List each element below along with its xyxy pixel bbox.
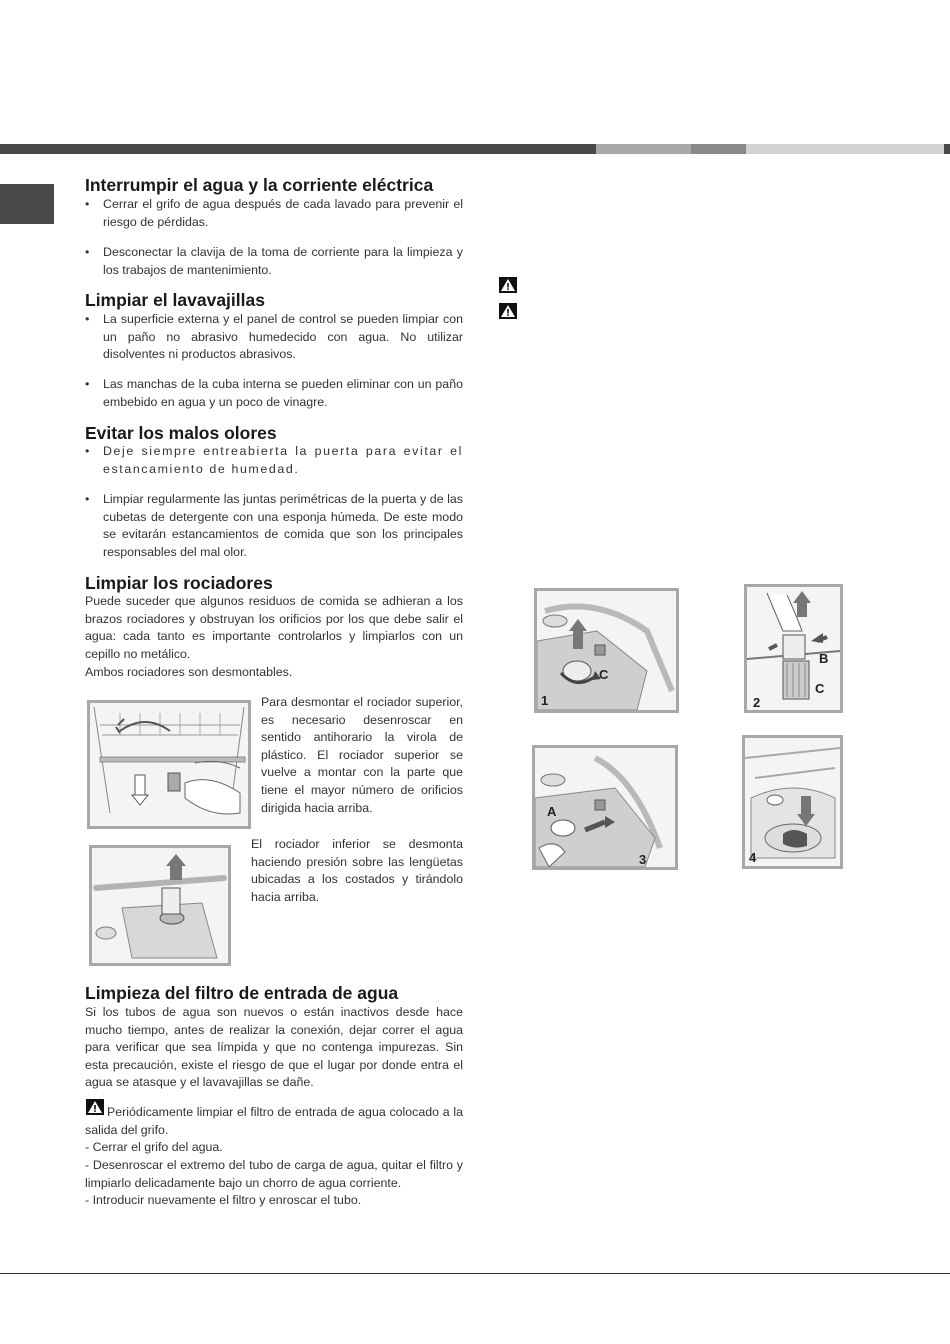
figure-2-letter-c: C bbox=[815, 681, 825, 696]
header-color-bar bbox=[0, 144, 950, 154]
figure-3-number: 3 bbox=[639, 852, 647, 867]
heading-clean: Limpiar el lavavajillas bbox=[85, 290, 265, 310]
heading-filter: Limpieza del filtro de entrada de agua bbox=[85, 983, 399, 1003]
heading-water-power: Interrumpir el agua y la corriente eléctrica bbox=[85, 175, 434, 195]
figure-4-illustration bbox=[742, 735, 843, 869]
figure-1-letter: C bbox=[599, 667, 609, 682]
filter-intro: Si los tubos de agua son nuevos o están inactivos desde hace mucho tiempo, antes de realizar la conexión, dejar correr el agua para verificar que sea límpida y que no contenga impurezas. Sin esta precaución, existe el riesgo de que el lugar por donde entra el agua se atasque y el lavavajillas se dañe. bbox=[85, 1005, 463, 1090]
figure-3-letter: A bbox=[547, 804, 557, 819]
list-item: • Las manchas de la cuba interna se pueden eliminar con un paño embebido en agua y un poco de vinagre. bbox=[85, 377, 463, 409]
figure-1-number: 1 bbox=[541, 693, 549, 708]
lower-sprayer-text: El rociador inferior se desmonta haciendo presión sobre las lengüetas ubicadas a los costados y tirándolo hacia arriba. bbox=[251, 837, 463, 904]
upper-sprayer-text: Para desmontar el rociador superior, es necesario desenroscar en sentido antihorario la virola de plástico. El rociador superior se vuelve a montar con la parte que tiene el mayor número de orificios dirigida hacia arriba. bbox=[261, 695, 463, 815]
footer-line bbox=[0, 1273, 950, 1274]
list-item: • La superficie externa y el panel de control se pueden limpiar con un paño no abrasivo humedecido con agua. No utilizar disolventes ni productos abrasivos. bbox=[85, 312, 463, 362]
warning-triangle-icon bbox=[499, 303, 517, 319]
list-item: • Limpiar regularmente las juntas perimétricas de la puerta y de las cubetas de detergente con una esponja húmeda. De este modo se evitarán estancamientos de comida que son los principales responsables del mal olor. bbox=[85, 492, 463, 559]
heading-odors: Evitar los malos olores bbox=[85, 423, 277, 443]
figure-1-illustration bbox=[534, 588, 679, 713]
figure-2-illustration bbox=[744, 584, 843, 713]
heading-sprayers: Limpiar los rociadores bbox=[85, 573, 273, 593]
sprayers-intro-2: Ambos rociadores son desmontables. bbox=[85, 665, 293, 679]
filter-step: - Cerrar el grifo del agua. bbox=[85, 1140, 223, 1154]
figure-4-number: 4 bbox=[749, 850, 757, 865]
lower-sprayer-illustration bbox=[89, 845, 231, 966]
filter-warning-text: Periódicamente limpiar el filtro de entrada de agua colocado a la salida del grifo. bbox=[85, 1105, 463, 1137]
list-item: • Desconectar la clavija de la toma de corriente para la limpieza y los trabajos de mantenimiento. bbox=[85, 245, 463, 277]
figure-2-letter-b: B bbox=[819, 651, 829, 666]
upper-sprayer-illustration bbox=[87, 700, 251, 829]
warning-triangle-icon bbox=[499, 277, 517, 293]
list-item: • Cerrar el grifo de agua después de cada lavado para prevenir el riesgo de pérdidas. bbox=[85, 197, 463, 229]
list-item: • Deje siempre entreabierta la puerta para evitar el estancamiento de humedad. bbox=[85, 444, 463, 476]
filter-step: - Desenroscar el extremo del tubo de carga de agua, quitar el filtro y limpiarlo delicadamente bajo un chorro de agua corriente. bbox=[85, 1158, 463, 1190]
figure-2-number: 2 bbox=[753, 695, 761, 710]
side-tab bbox=[0, 184, 54, 224]
filter-step: - Introducir nuevamente el filtro y enroscar el tubo. bbox=[85, 1193, 362, 1207]
sprayers-intro: Puede suceder que algunos residuos de comida se adhieran a los brazos rociadores y obstruyan los orificios por los que debe salir el agua: cada tanto es importante controlarlos y limpiarlos con un cepillo no metálico. bbox=[85, 594, 463, 661]
figure-3-illustration bbox=[532, 745, 678, 870]
